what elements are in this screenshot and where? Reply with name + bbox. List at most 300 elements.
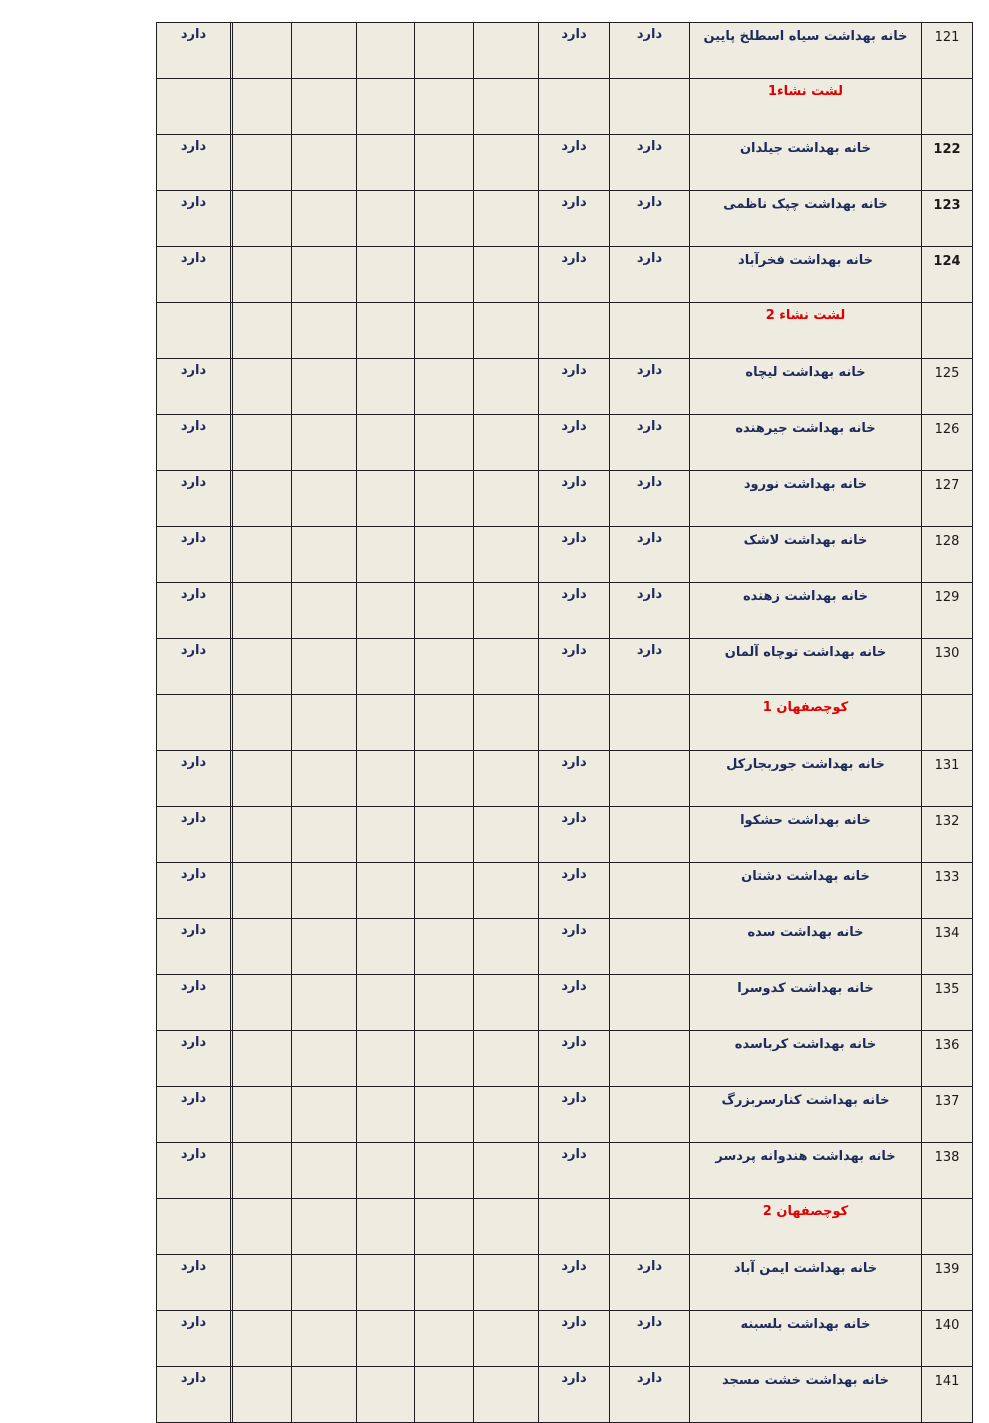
empty-cell (415, 863, 474, 919)
table-row (157, 1311, 973, 1367)
empty-cell (233, 359, 292, 415)
empty-cell (357, 79, 415, 135)
empty-cell (231, 23, 233, 79)
empty-cell (292, 807, 357, 863)
empty-cell (415, 975, 474, 1031)
empty-cell (610, 79, 690, 135)
empty-cell (357, 359, 415, 415)
empty-cell (474, 583, 539, 639)
health-house-name: خانه بهداشت کدوسرا (690, 975, 922, 1031)
empty-cell (357, 1367, 415, 1423)
health-house-name: خانه بهداشت دشتان (690, 863, 922, 919)
empty-cell (357, 695, 415, 751)
health-house-name: خانه بهداشت لیچاه (690, 359, 922, 415)
health-house-name: خانه بهداشت ایمن آباد (690, 1255, 922, 1311)
table-row (157, 1367, 973, 1423)
status-cell: دارد (539, 975, 610, 1031)
empty-cell (415, 695, 474, 751)
empty-cell (292, 863, 357, 919)
health-house-name: خانه بهداشت حشکوا (690, 807, 922, 863)
row-number: 128 (922, 527, 973, 583)
empty-cell (157, 695, 231, 751)
row-number: 131 (922, 751, 973, 807)
empty-cell (474, 247, 539, 303)
empty-cell (233, 135, 292, 191)
health-house-name: خانه بهداشت نورود (690, 471, 922, 527)
empty-cell (415, 359, 474, 415)
empty-cell (292, 919, 357, 975)
empty-cell (474, 807, 539, 863)
status-cell: دارد (157, 191, 231, 247)
empty-cell (233, 303, 292, 359)
empty-cell (474, 1311, 539, 1367)
status-cell (610, 975, 690, 1031)
empty-cell (231, 1255, 233, 1311)
empty-cell (231, 135, 233, 191)
empty-cell (474, 863, 539, 919)
empty-cell (231, 751, 233, 807)
status-cell: دارد (157, 527, 231, 583)
empty-cell (292, 1143, 357, 1199)
empty-cell (357, 863, 415, 919)
status-cell: دارد (157, 639, 231, 695)
health-house-name: خانه بهداشت خشت مسجد (690, 1367, 922, 1423)
table-row (157, 247, 973, 303)
empty-cell (292, 359, 357, 415)
empty-cell (231, 1087, 233, 1143)
empty-cell (474, 23, 539, 79)
empty-cell (292, 527, 357, 583)
status-cell: دارد (157, 1367, 231, 1423)
status-cell: دارد (539, 471, 610, 527)
empty-cell (292, 583, 357, 639)
empty-cell (292, 1031, 357, 1087)
status-cell: دارد (539, 359, 610, 415)
status-cell (610, 807, 690, 863)
empty-cell (233, 1367, 292, 1423)
empty-cell (292, 471, 357, 527)
status-cell: دارد (610, 191, 690, 247)
empty-cell (474, 1087, 539, 1143)
table-row (157, 1143, 973, 1199)
health-house-name: خانه بهداشت فخرآباد (690, 247, 922, 303)
empty-cell (231, 639, 233, 695)
table-row (157, 527, 973, 583)
empty-cell (415, 23, 474, 79)
status-cell: دارد (539, 1143, 610, 1199)
status-cell (610, 1087, 690, 1143)
empty-cell (415, 471, 474, 527)
empty-cell (231, 1199, 233, 1255)
empty-cell (233, 919, 292, 975)
empty-cell (357, 1143, 415, 1199)
empty-cell (292, 415, 357, 471)
status-cell: دارد (157, 471, 231, 527)
empty-cell (292, 303, 357, 359)
empty-cell (357, 471, 415, 527)
empty-cell (474, 695, 539, 751)
row-number: 121 (922, 23, 973, 79)
row-number: 134 (922, 919, 973, 975)
row-number: 122 (922, 135, 973, 191)
empty-cell (474, 191, 539, 247)
row-number: 126 (922, 415, 973, 471)
empty-cell (357, 1311, 415, 1367)
status-cell: دارد (610, 247, 690, 303)
empty-cell (357, 1199, 415, 1255)
status-cell: دارد (539, 751, 610, 807)
empty-cell (233, 1031, 292, 1087)
table-row (157, 415, 973, 471)
health-houses-table (156, 22, 973, 1423)
empty-cell (474, 1255, 539, 1311)
section-row (157, 79, 973, 135)
status-cell: دارد (610, 527, 690, 583)
empty-cell (415, 1031, 474, 1087)
empty-cell (357, 975, 415, 1031)
table-row (157, 191, 973, 247)
row-number-cell (922, 303, 973, 359)
row-number: 141 (922, 1367, 973, 1423)
empty-cell (231, 191, 233, 247)
section-title: لشت نشاء1 (690, 79, 922, 135)
empty-cell (357, 1031, 415, 1087)
status-cell: دارد (539, 23, 610, 79)
empty-cell (233, 583, 292, 639)
empty-cell (233, 23, 292, 79)
empty-cell (474, 1367, 539, 1423)
empty-cell (415, 247, 474, 303)
empty-cell (474, 639, 539, 695)
empty-cell (474, 1199, 539, 1255)
empty-cell (231, 1367, 233, 1423)
empty-cell (233, 639, 292, 695)
empty-cell (233, 695, 292, 751)
empty-cell (292, 1367, 357, 1423)
status-cell: دارد (157, 919, 231, 975)
empty-cell (357, 751, 415, 807)
empty-cell (357, 1087, 415, 1143)
section-row (157, 1199, 973, 1255)
empty-cell (233, 415, 292, 471)
empty-cell (415, 919, 474, 975)
empty-cell (233, 751, 292, 807)
empty-cell (357, 919, 415, 975)
section-title: کوچصفهان 1 (690, 695, 922, 751)
row-number: 125 (922, 359, 973, 415)
status-cell: دارد (539, 807, 610, 863)
row-number: 132 (922, 807, 973, 863)
status-cell: دارد (157, 23, 231, 79)
table-row (157, 135, 973, 191)
empty-cell (233, 247, 292, 303)
empty-cell (415, 1255, 474, 1311)
empty-cell (415, 415, 474, 471)
status-cell: دارد (610, 23, 690, 79)
empty-cell (415, 135, 474, 191)
empty-cell (233, 527, 292, 583)
status-cell (610, 919, 690, 975)
status-cell: دارد (157, 415, 231, 471)
empty-cell (233, 807, 292, 863)
empty-cell (292, 639, 357, 695)
empty-cell (474, 79, 539, 135)
status-cell: دارد (610, 1311, 690, 1367)
status-cell: دارد (157, 583, 231, 639)
empty-cell (233, 863, 292, 919)
empty-cell (474, 527, 539, 583)
empty-cell (233, 1255, 292, 1311)
health-house-name: خانه بهداشت بلسبنه (690, 1311, 922, 1367)
row-number: 139 (922, 1255, 973, 1311)
health-house-name: خانه بهداشت کنارسربزرگ (690, 1087, 922, 1143)
row-number: 129 (922, 583, 973, 639)
table-row (157, 1255, 973, 1311)
empty-cell (292, 23, 357, 79)
empty-cell (233, 1143, 292, 1199)
empty-cell (415, 1087, 474, 1143)
table-row (157, 863, 973, 919)
status-cell: دارد (539, 1311, 610, 1367)
empty-cell (231, 583, 233, 639)
status-cell: دارد (157, 359, 231, 415)
health-house-name: خانه بهداشت هندوانه پردسر (690, 1143, 922, 1199)
health-house-name: خانه بهداشت سده (690, 919, 922, 975)
empty-cell (474, 471, 539, 527)
section-row (157, 695, 973, 751)
status-cell: دارد (157, 975, 231, 1031)
row-number: 140 (922, 1311, 973, 1367)
health-house-name: خانه بهداشت چپک ناظمی (690, 191, 922, 247)
status-cell: دارد (539, 1031, 610, 1087)
empty-cell (233, 191, 292, 247)
status-cell: دارد (610, 471, 690, 527)
empty-cell (357, 807, 415, 863)
empty-cell (539, 79, 610, 135)
empty-cell (231, 1143, 233, 1199)
row-number: 123 (922, 191, 973, 247)
empty-cell (231, 359, 233, 415)
empty-cell (231, 919, 233, 975)
row-number: 127 (922, 471, 973, 527)
status-cell (610, 751, 690, 807)
empty-cell (415, 303, 474, 359)
status-cell: دارد (157, 1255, 231, 1311)
status-cell: دارد (539, 583, 610, 639)
empty-cell (231, 415, 233, 471)
table-row (157, 975, 973, 1031)
row-number: 124 (922, 247, 973, 303)
empty-cell (357, 135, 415, 191)
empty-cell (415, 1367, 474, 1423)
health-house-name: خانه بهداشت کرباسده (690, 1031, 922, 1087)
empty-cell (415, 639, 474, 695)
table-row (157, 1087, 973, 1143)
section-row (157, 303, 973, 359)
health-house-name: خانه بهداشت جیلدان (690, 135, 922, 191)
table-row (157, 583, 973, 639)
row-number: 133 (922, 863, 973, 919)
empty-cell (357, 303, 415, 359)
empty-cell (233, 1199, 292, 1255)
empty-cell (292, 247, 357, 303)
empty-cell (292, 751, 357, 807)
empty-cell (231, 79, 233, 135)
empty-cell (231, 527, 233, 583)
empty-cell (474, 1031, 539, 1087)
table-row (157, 807, 973, 863)
empty-cell (415, 527, 474, 583)
empty-cell (233, 1311, 292, 1367)
empty-cell (415, 583, 474, 639)
empty-cell (474, 359, 539, 415)
empty-cell (415, 191, 474, 247)
status-cell: دارد (539, 919, 610, 975)
empty-cell (231, 1311, 233, 1367)
empty-cell (231, 807, 233, 863)
empty-cell (292, 1255, 357, 1311)
health-house-name: خانه بهداشت توچاه آلمان (690, 639, 922, 695)
empty-cell (357, 415, 415, 471)
empty-cell (415, 1143, 474, 1199)
health-house-name: خانه بهداشت جیرهنده (690, 415, 922, 471)
row-number-cell (922, 79, 973, 135)
empty-cell (292, 79, 357, 135)
status-cell: دارد (539, 863, 610, 919)
empty-cell (474, 415, 539, 471)
empty-cell (357, 1255, 415, 1311)
status-cell: دارد (157, 863, 231, 919)
empty-cell (415, 1199, 474, 1255)
row-number-cell (922, 695, 973, 751)
empty-cell (610, 695, 690, 751)
status-cell: دارد (610, 583, 690, 639)
status-cell: دارد (610, 1367, 690, 1423)
status-cell: دارد (610, 359, 690, 415)
empty-cell (357, 23, 415, 79)
empty-cell (292, 695, 357, 751)
status-cell: دارد (157, 807, 231, 863)
empty-cell (474, 751, 539, 807)
row-number: 138 (922, 1143, 973, 1199)
status-cell: دارد (539, 191, 610, 247)
empty-cell (157, 303, 231, 359)
table-row (157, 359, 973, 415)
status-cell: دارد (157, 1311, 231, 1367)
status-cell (610, 1143, 690, 1199)
empty-cell (233, 471, 292, 527)
row-number: 130 (922, 639, 973, 695)
table-row (157, 639, 973, 695)
table-row (157, 919, 973, 975)
health-house-name: خانه بهداشت زهنده (690, 583, 922, 639)
empty-cell (474, 135, 539, 191)
empty-cell (539, 1199, 610, 1255)
health-house-name: خانه بهداشت جوربجارکل (690, 751, 922, 807)
status-cell: دارد (539, 135, 610, 191)
table-row (157, 1031, 973, 1087)
empty-cell (357, 191, 415, 247)
empty-cell (610, 1199, 690, 1255)
empty-cell (474, 975, 539, 1031)
empty-cell (357, 639, 415, 695)
row-number-cell (922, 1199, 973, 1255)
empty-cell (292, 191, 357, 247)
status-cell: دارد (610, 415, 690, 471)
empty-cell (415, 1311, 474, 1367)
empty-cell (231, 247, 233, 303)
empty-cell (357, 247, 415, 303)
status-cell: دارد (157, 1087, 231, 1143)
empty-cell (292, 1087, 357, 1143)
status-cell: دارد (610, 639, 690, 695)
empty-cell (292, 1199, 357, 1255)
empty-cell (157, 1199, 231, 1255)
status-cell (610, 863, 690, 919)
empty-cell (231, 303, 233, 359)
empty-cell (539, 303, 610, 359)
empty-cell (292, 135, 357, 191)
status-cell: دارد (539, 1255, 610, 1311)
status-cell: دارد (157, 751, 231, 807)
status-cell: دارد (539, 527, 610, 583)
empty-cell (474, 303, 539, 359)
empty-cell (474, 919, 539, 975)
empty-cell (233, 975, 292, 1031)
status-cell: دارد (539, 639, 610, 695)
table-row (157, 751, 973, 807)
health-house-name: خانه بهداشت لاشک (690, 527, 922, 583)
empty-cell (415, 79, 474, 135)
status-cell: دارد (157, 247, 231, 303)
empty-cell (231, 863, 233, 919)
empty-cell (292, 1311, 357, 1367)
health-house-name: خانه بهداشت سیاه اسطلخ پایین (690, 23, 922, 79)
table-body (157, 23, 973, 1423)
section-title: کوچصفهان 2 (690, 1199, 922, 1255)
row-number: 135 (922, 975, 973, 1031)
empty-cell (292, 975, 357, 1031)
empty-cell (233, 1087, 292, 1143)
empty-cell (357, 527, 415, 583)
status-cell: دارد (610, 1255, 690, 1311)
status-cell: دارد (539, 247, 610, 303)
row-number: 136 (922, 1031, 973, 1087)
status-cell: دارد (539, 1087, 610, 1143)
empty-cell (157, 79, 231, 135)
status-cell: دارد (157, 1031, 231, 1087)
empty-cell (357, 583, 415, 639)
empty-cell (415, 807, 474, 863)
empty-cell (610, 303, 690, 359)
status-cell: دارد (157, 135, 231, 191)
status-cell: دارد (157, 1143, 231, 1199)
table-row (157, 471, 973, 527)
status-cell: دارد (610, 135, 690, 191)
empty-cell (539, 695, 610, 751)
status-cell (610, 1031, 690, 1087)
status-cell: دارد (539, 1367, 610, 1423)
empty-cell (233, 79, 292, 135)
empty-cell (231, 695, 233, 751)
section-title: لشت نشاء 2 (690, 303, 922, 359)
row-number: 137 (922, 1087, 973, 1143)
empty-cell (231, 1031, 233, 1087)
table-row (157, 23, 973, 79)
status-cell: دارد (539, 415, 610, 471)
empty-cell (231, 975, 233, 1031)
empty-cell (415, 751, 474, 807)
